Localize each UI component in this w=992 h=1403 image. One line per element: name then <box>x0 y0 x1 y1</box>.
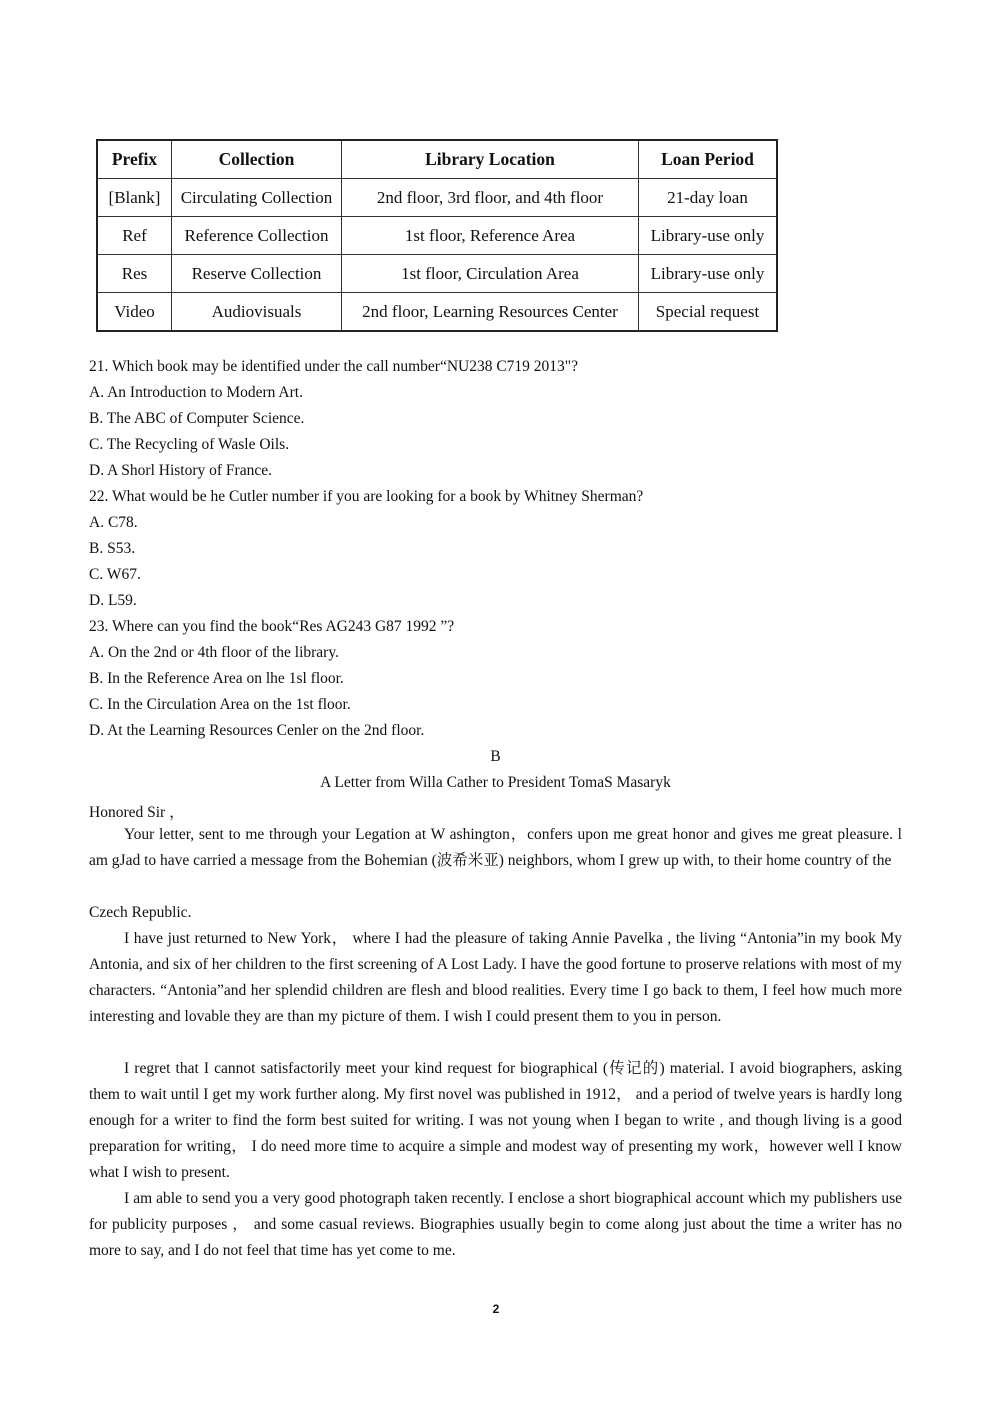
table-cell: Video <box>97 293 172 332</box>
table-row <box>97 217 777 255</box>
question-21-option-b: B. The ABC of Computer Science. <box>89 410 305 427</box>
table-cell: Audiovisuals <box>172 293 342 332</box>
table-row <box>97 179 777 217</box>
question-23-option-a: A. On the 2nd or 4th floor of the library. <box>89 644 339 661</box>
question-21-stem: 21. Which book may be identified under the call number“NU238 C719 2013"? <box>89 358 579 375</box>
table-row <box>97 255 777 293</box>
table-cell: 2nd floor, 3rd floor, and 4th floor <box>342 179 639 217</box>
letter-paragraph-3: I regret that I cannot satisfactorily meet your kind request for biographical (传记的) material. I avoid biographers, asking them to wait until I get my work further along. My first novel was published in 1912， and a period of twelve years is hardIy long enough for a writer to find the form best suited for writing. I was not young when I began to write , and though living is a good preparation for writing， I do need more time to acquire a simple and modest way of presenting my work，however well I know what I wish to present. <box>89 1060 902 1181</box>
table-cell: Res <box>97 255 172 293</box>
table-row <box>97 293 777 332</box>
table-cell: Ref <box>97 217 172 255</box>
letter-paragraph-1-tail: Czech Republic. <box>89 904 192 921</box>
table-cell: Library-use only <box>639 217 778 255</box>
page-number: 2 <box>492 1302 500 1316</box>
question-21-option-c: C. The Recycling of Wasle Oils. <box>89 436 290 453</box>
letter-salutation: Honored Sir ， <box>89 804 185 821</box>
table-cell: 1st floor, Reference Area <box>342 217 639 255</box>
table-header-row <box>97 140 777 179</box>
header-prefix: Prefix <box>97 140 172 179</box>
question-23-option-b: B. In the Reference Area on lhe 1sl floor. <box>89 670 344 687</box>
question-22-option-c: C. W67. <box>89 566 141 583</box>
table-cell: Special request <box>639 293 778 332</box>
table-cell: Reserve Collection <box>172 255 342 293</box>
table-cell: Circulating Collection <box>172 179 342 217</box>
letter-paragraph-4: I am able to send you a very good photograph taken recently. I enclose a short biographical account which my publishers use for publicity purposes ， and some casual reviews. Biographies usually begin to come along just about the time a writer has no more to say, and I do not feel that time has yet come to me. <box>89 1190 902 1259</box>
question-22-option-b: B. S53. <box>89 540 136 557</box>
question-22-option-a: A. C78. <box>89 514 138 531</box>
question-22-stem: 22. What would be he Cutler number if you are looking for a book by Whitney Sherman? <box>89 488 644 505</box>
letter-paragraph-1: Your letter, sent to me through your Legation at W ashington，confers upon me great honor and gives me great pleasure. l am gJad to have carried a message from the Bohemian (波希米亚) neighbors, whom I grew up with, to their home country of the <box>89 826 902 869</box>
passage-title: A Letter from Willa Cather to President TomaS Masaryk <box>320 774 671 791</box>
table-cell: 2nd floor, Learning Resources Center <box>342 293 639 332</box>
header-collection: Collection <box>172 140 342 179</box>
header-loan-period: Loan Period <box>639 140 778 179</box>
question-21-option-d: D. A Shorl History of France. <box>89 462 272 479</box>
section-label: B <box>490 748 501 765</box>
table-cell: [Blank] <box>97 179 172 217</box>
question-23-stem: 23. Where can you find the book“Res AG243 G87 1992 ”? <box>89 618 455 635</box>
question-21-option-a: A. An Introduction to Modern Art. <box>89 384 303 401</box>
library-collections-table <box>96 139 778 332</box>
table-cell: Library-use only <box>639 255 778 293</box>
table-cell: 1st floor, Circulation Area <box>342 255 639 293</box>
table-cell: Reference Collection <box>172 217 342 255</box>
header-library-location: Library Location <box>342 140 639 179</box>
question-22-option-d: D. L59. <box>89 592 137 609</box>
question-23-option-d: D. At the Learning Resources Cenler on the 2nd floor. <box>89 722 425 739</box>
letter-paragraph-2: I have just returned to New York， where I had the pleasure of taking Annie Pavelka , the living “Antonia”in my book My Antonia, and six of her children to the first screening of A Lost Lady. I have the good fortune to proserve relations with most of my characters. “Antonia”and her splendid children are flesh and blood realities. Every time I go back to them, I feel how much more interesting and lovable they are than my picture of them. I wish I could present them to you in person. <box>89 930 902 1025</box>
question-23-option-c: C. In the Circulation Area on the 1st floor. <box>89 696 351 713</box>
table-cell: 21-day loan <box>639 179 778 217</box>
